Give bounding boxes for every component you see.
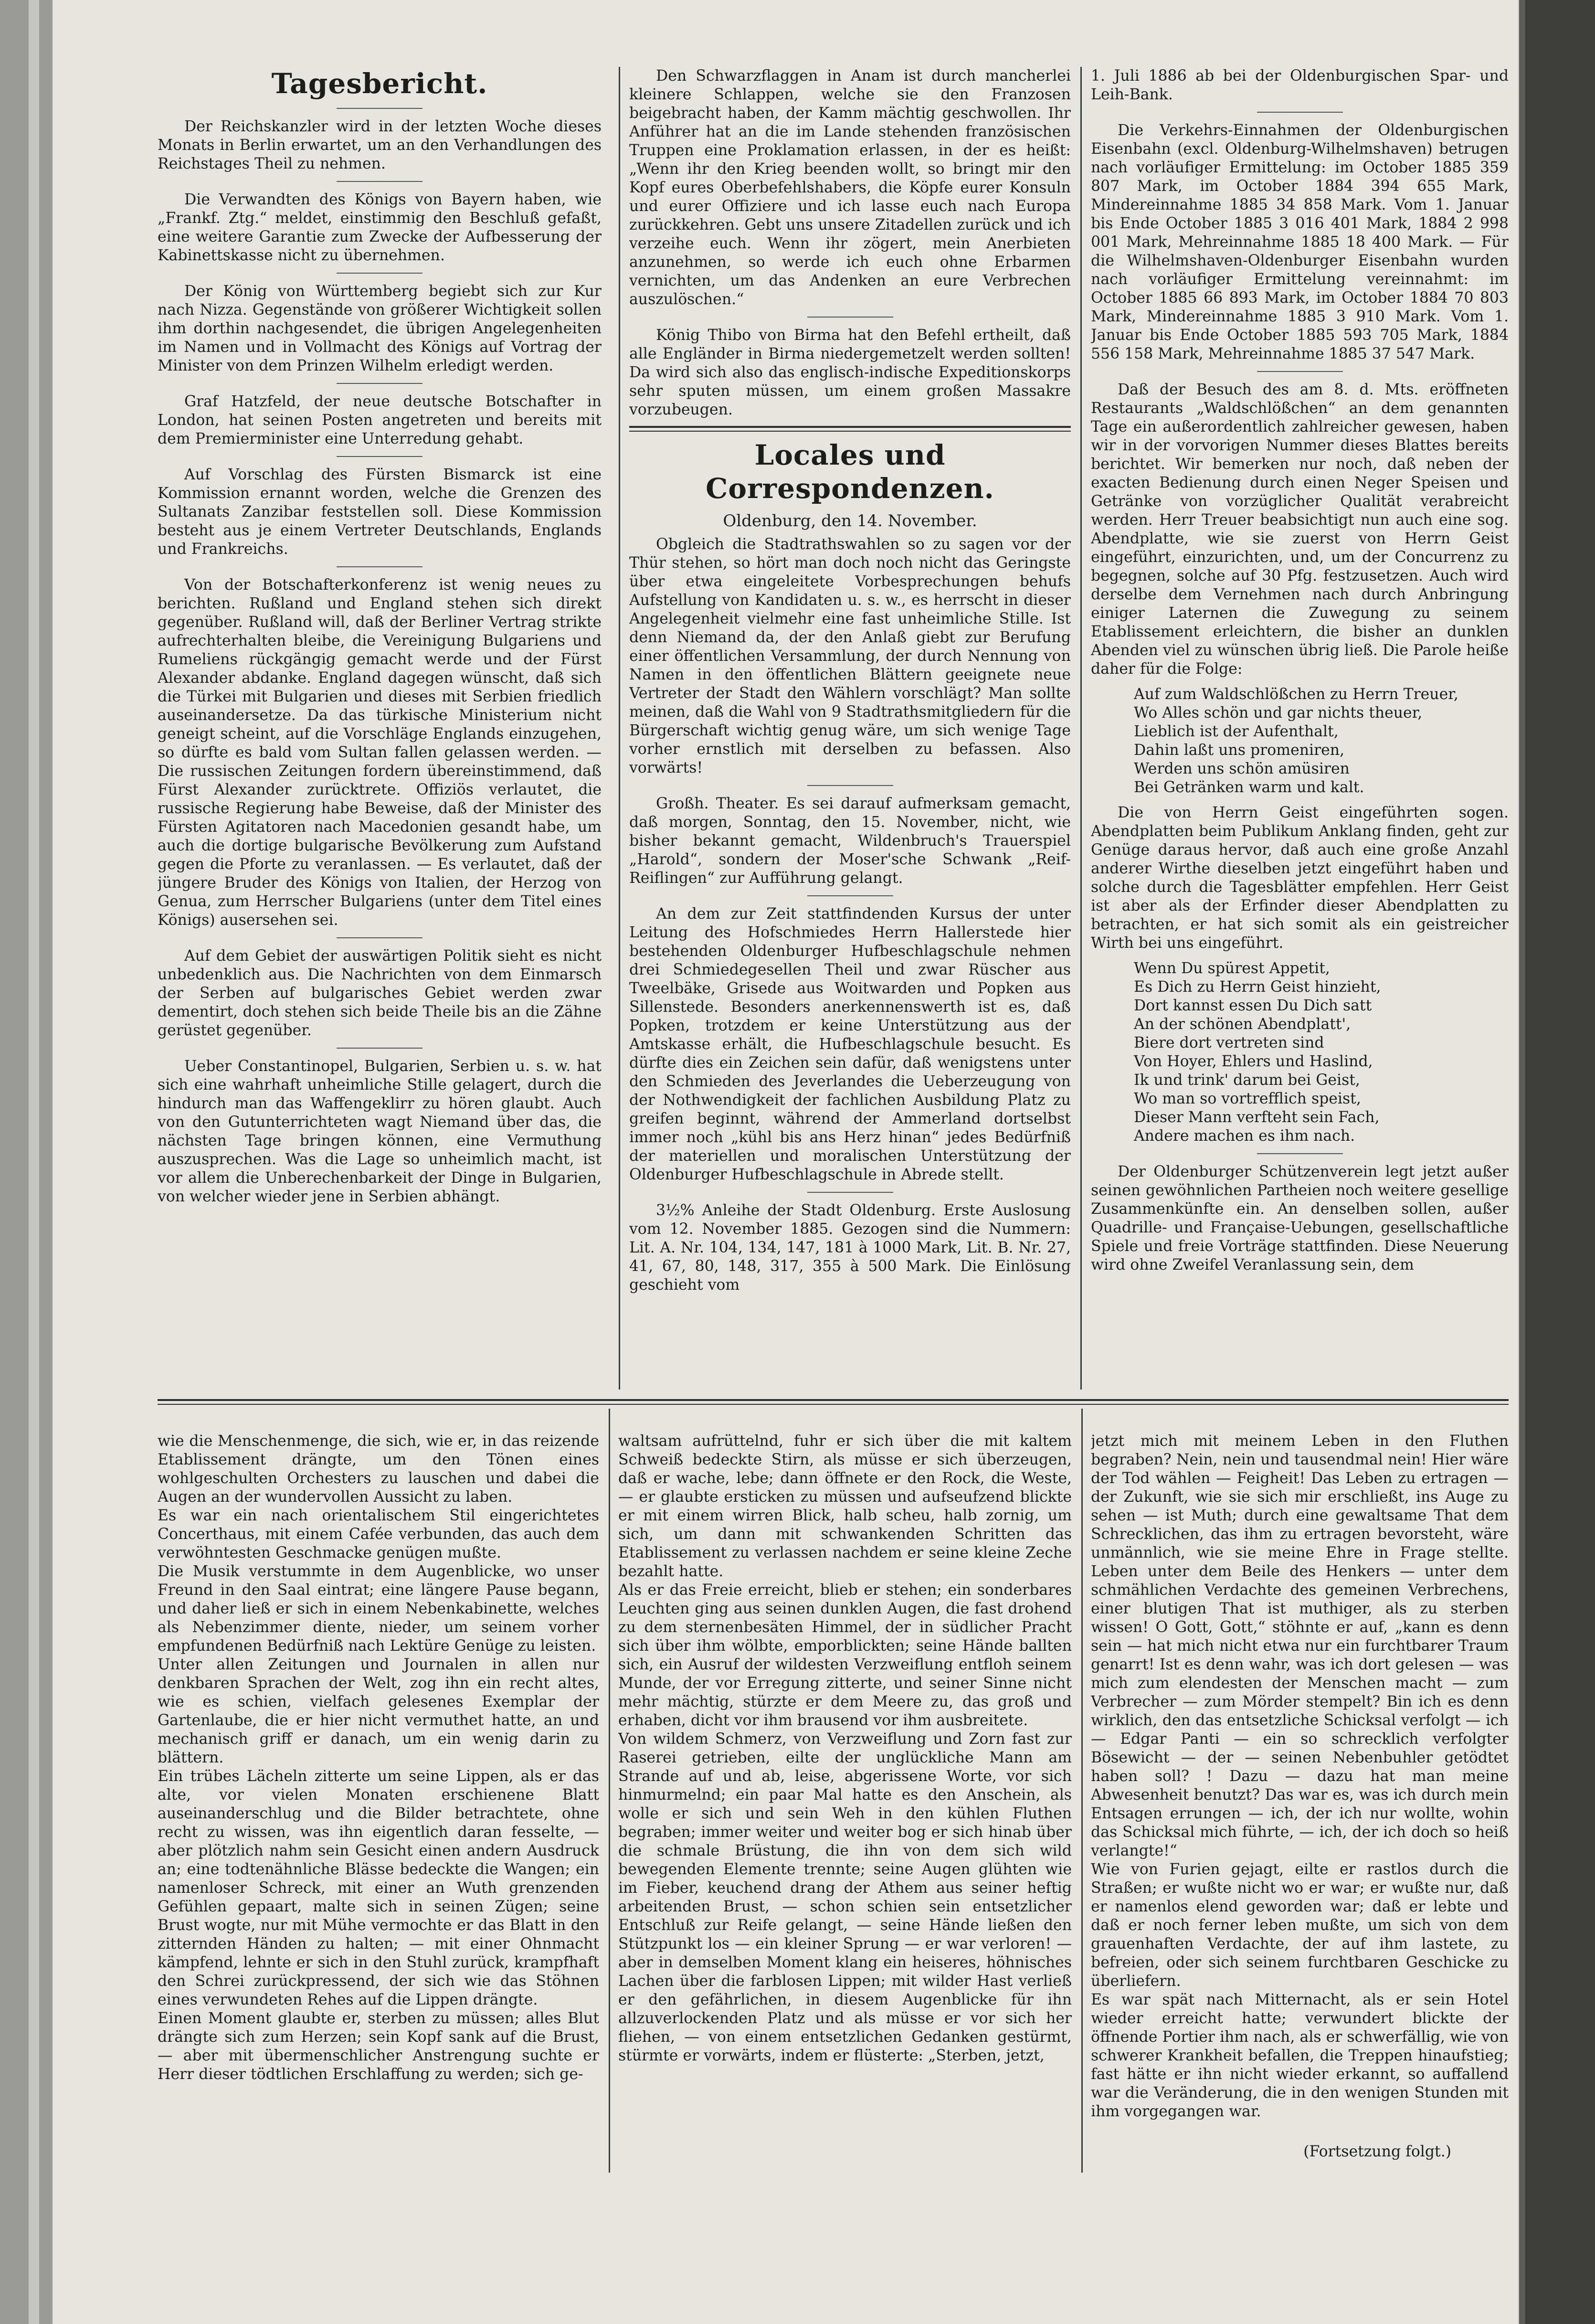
- article-schwarzflaggen: Den Schwarzflaggen in Anam ist durch mancherlei kleinere Schlappen, welche sie den Franzosen beigebracht haben, der Kamm mächtig geschwollen. Ihr Anführer hat an die im Lande stehenden französischen Truppen eine Proklamation erlassen, in der es heißt: „Wenn ihr den Krieg beenden wollt, so bringt mir den Kopf eures Oberbefehlshabers, die Köpfe eurer Konsuln und eurer Offiziere und ich lasse euch nach Europa zurückkehren. Gebt uns unsere Zitadellen zurück und ich verzeihe euch. Wenn ihr zögert, mein Anerbieten anzunehmen, so werde ich euch ohne Erbarmen vernichten, um das Andenken an eure Verbrechen auszulöschen.“: [629, 67, 1071, 308]
- article-separator: [337, 273, 423, 274]
- section-title-tagesbericht: Tagesbericht.: [271, 67, 488, 100]
- poem-line: Von Hoyer, Ehlers und Haslind,: [1134, 1053, 1373, 1070]
- column-divider-2: [1080, 67, 1082, 1390]
- article-separator: [1257, 1153, 1343, 1154]
- article-separator: [807, 895, 893, 896]
- article-koenig-thibo: König Thibo von Birma hat den Befehl ertheilt, daß alle Engländer in Birma niedergemetzelt werden sollten! Da wird sich also das englisch-indische Expeditionskorps sehr sputen müssen, um einem großen Massakre vorzubeugen.: [629, 327, 1071, 418]
- article-separator: [337, 181, 423, 182]
- scan-margin-left: [0, 0, 53, 2324]
- article-separator: [337, 1048, 423, 1049]
- poem-line: Bei Getränken warm und kalt.: [1134, 779, 1364, 796]
- feuilleton-rule: [158, 1399, 1509, 1401]
- column-right: [1091, 67, 1509, 1390]
- dateline: Oldenburg, den 14. November.: [723, 511, 977, 531]
- article-separator: [337, 383, 423, 384]
- article-anleihe: 3½% Anleihe der Stadt Oldenburg. Erste Auslosung vom 12. November 1885. Gezogen sind die Nummern: Lit. A. Nr. 104, 134, 147, 181 à 1000 Mark, Lit. B. Nr. 27, 41, 67, 80, 148, 317, 355 à 500 Mark. Die Einlösung geschieht vom: [629, 1202, 1071, 1294]
- poem-waldschloesschen: [1134, 685, 1509, 797]
- article-verkehrs-einnahmen: Die Verkehrs-Einnahmen der Oldenburgischen Eisenbahn (excl. Oldenburg-Wilhelmshaven) betrugen nach vorläufiger Ermittelung: im October 1885 359 807 Mark, im October 1884 394 655 Mark, Mindereinnahme 1885 34 858 Mark. Vom 1. Januar bis Ende October 1885 3 016 401 Mark, 1884 2 998 001 Mark, Mehreinnahme 1885 18 400 Mark. — Für die Wilhelmshaven-Oldenburger Eisenbahn wurden nach vorläufiger Ermittelung vereinnahmt: im October 1885 66 893 Mark, im October 1884 70 803 Mark, Mindereinnahme 1885 3 910 Mark. Vom 1. Januar bis Ende October 1885 593 705 Mark, 1884 556 158 Mark, Mehreinnahme 1885 37 547 Mark.: [1091, 122, 1509, 362]
- column-locales: [629, 67, 1071, 1390]
- article-separator: [807, 785, 893, 786]
- poem-line: Auf zum Waldschlößchen zu Herrn Treuer,: [1134, 686, 1458, 703]
- article-separator: [1257, 112, 1343, 113]
- article-koenig-wuerttemberg: Der König von Württemberg begiebt sich zur Kur nach Nizza. Gegenstände von größerer Wichtigkeit sollen ihm dorthin nachgesendet, die übrigen Angelegenheiten im Namen und in Vollmacht des Königs auf Vortrag der Minister von dem Prinzen Wilhelm erledigt werden.: [158, 283, 602, 374]
- column-tagesbericht: [158, 67, 602, 1390]
- article-abendplatten: Die von Herrn Geist eingeführten sogen. Abendplatten beim Publikum Anklang finden, geht zur Genüge daraus hervor, daß auch eine große Anzahl anderer Wirthe dieselben jetzt eingeführt haben und solche durch die Tagesblätter empfehlen. Herr Geist ist aber als der Erfinder dieser Abendplatten zu betrachten, er hat sich somit als ein geistreicher Wirth bei uns eingeführt.: [1091, 804, 1509, 952]
- poem-line: Wo man so vortrefflich speist,: [1134, 1090, 1361, 1107]
- feuilleton-divider-1: [609, 1409, 610, 2173]
- article-unheimliche-stille: Ueber Constantinopel, Bulgarien, Serbien u. s. w. hat sich eine wahrhaft unheimliche Stille gelagert, durch die hindurch man das Waffengeklirr zu hören glaubt. Auch von den Gutunterrichteten wagt Niemand über das, die nächsten Tage bringen können, eine Vermuthung auszusprechen. Was die Lage so unheimlich macht, ist vor allem die Unberechenbarkeit der Dinge in Bulgarien, von welcher wieder jene in Serbien abhängt.: [158, 1058, 602, 1205]
- poem-line: Es Dich zu Herrn Geist hinzieht,: [1134, 978, 1381, 996]
- column-divider-1: [619, 67, 620, 1390]
- feuilleton-divider-2: [1081, 1409, 1083, 2173]
- scan-binding-strip: [29, 0, 39, 2324]
- poem-abendplatte: [1134, 959, 1509, 1146]
- feuilleton-column-1: [158, 1413, 599, 2173]
- continuation-note: (Fortsetzung folgt.): [1303, 2143, 1451, 2160]
- article-grossh-theater: Großh. Theater. Es sei darauf aufmerksam gemacht, daß morgen, Sonntag, den 15. November, nicht, wie bisher bekannt gemacht, Wildenbruch's Trauerspiel „Harold“, sondern der Moser'sche Schwank „Reif-Reiflingen“ zur Aufführung gelangt.: [629, 795, 1071, 887]
- article-auswaertige-politik: Auf dem Gebiet der auswärtigen Politik sieht es nicht unbedenklich aus. Die Nachrichten von dem Einmarsch der Serben auf bulgarisches Gebiet werden zwar dementirt, doch stehen sich beide Theile bis an die Zähne gerüstet gegenüber.: [158, 947, 602, 1039]
- feuilleton-column-2: [618, 1413, 1072, 2173]
- article-separator: [337, 456, 423, 457]
- poem-line: Dort kannst essen Du Dich satt: [1134, 997, 1372, 1014]
- article-graf-hatzfeld: Graf Hatzfeld, der neue deutsche Botschafter in London, hat seinen Posten angetreten und bereits mit dem Premierminister eine Unterredung gehabt.: [158, 393, 602, 447]
- poem-line: Wenn Du spürest Appetit,: [1134, 960, 1330, 977]
- article-separator: [807, 1192, 893, 1193]
- article-hufbeschlagschule: An dem zur Zeit stattfindenden Kursus der unter Leitung des Hofschmiedes Herrn Hallerstede hier bestehenden Oldenburger Hufbeschlagschule nehmen drei Schmiedegesellen Theil und zwar Rüscher aus Tweelbäke, Grisede aus Woitwarden und Popken aus Sillenstede. Besonders anerkennenswerth ist es, daß Popken, trotzdem er keine Unterstützung aus der Amtskasse erhält, die Hufbeschlagschule besucht. Es dürfte dies ein Zeichen sein dafür, daß wenigstens unter den Schmieden des Jeverlandes die Ueberzeugung von der Nothwendigkeit der fachlichen Ausbildung Platz zu greifen beginnt, während der Ammerland dortselbst immer noch „kühl bis ans Herz hinan“ jedes Bedürfniß der materiellen und moralischen Unterstützung der Oldenburger Hufbeschlagschule in Abrede stellt.: [629, 905, 1071, 1183]
- feuilleton-column-3: [1091, 1413, 1509, 2173]
- poem-line: Ik und trink' darum bei Geist,: [1134, 1072, 1360, 1089]
- feuilleton-text: jetzt mich mit meinem Leben in den Fluthen begraben? Nein, nein und tausendmal nein! Hier wäre der Tod wählen — Feigheit! Das Leben zu ertragen — der Zukunft, wie sie sich mir erschließt, ins Auge zu sehen — ist Muth; durch eine gewaltsame That dem Schrecklichen, das ihm zu ertragen bevorsteht, wäre unmännlich, wie sie meine Ehre in Frage stellte. Leben unter dem Beile des Henkers — unter dem schmählichen Verdachte des gemeinen Verbrechens, einer blutigen That ist muthiger, als zu sterben wissen! O Gott, Gott,“ stöhnte er auf, „kann es denn sein — hat mich nicht etwa nur ein furchtbarer Traum genarrt! Ist es denn wahr, was ich dort gelesen — was mich zum elendesten der Menschen macht — zum Verbrecher — zum Mörder stempelt? Bin ich es denn wirklich, den das entsetzliche Schicksal verfolgt — ich — Edgar Panti — ein so schrecklich verfolgter Bösewicht — der — seinen Nebenbuhler getödtet haben soll? ! Dazu — dazu hat man meine Abwesenheit benutzt? Das war es, was ich durch mein Entsagen errungen — ich, der ich nur wollte, wohin das Schicksal mich führte, — ich, der ich doch so heiß verlangte!“ Wie von Furien gejagt, eilte er rastlos durch die Straßen; er wußte nicht wo er war; er wußte nur, daß er namenlos elend geworden war; daß er lebte und daß er noch ferner leben mußte, um sich von dem grauenhaften Verdachte, der auf ihm lastete, zu befreien, oder sich seinem furchtbaren Geschicke zu überliefern. Es war spät nach Mitternacht, als er sein Hotel wieder erreicht hatte; verwundert blickte der öffnende Portier ihm nach, als er schwerfällig, wie von schwerer Krankheit befallen, die Treppen hinaufstieg; fast hätte er ihn nicht wieder erkannt, so auffallend war die Veränderung, die in den wenigen Stunden mit ihm vorgegangen war.: [1091, 1433, 1509, 2120]
- article-anleihe-continued: 1. Juli 1886 ab bei der Oldenburgischen Spar- und Leih-Bank.: [1091, 67, 1509, 103]
- poem-line: Werden uns schön amüsiren: [1134, 760, 1350, 777]
- article-stadtrathswahlen: Obgleich die Stadtrathswahlen so zu sagen vor der Thür stehen, so hört man doch noch nicht das Geringste über etwa eingeleitete Vorbesprechungen behufs Aufstellung von Kandidaten u. s. w., es herrscht in dieser Angelegenheit vielmehr eine fast unheimliche Stille. Ist denn Niemand da, der den Anlaß giebt zur Berufung einer öffentlichen Versammlung, der durch Nennung von Namen in den öffentlichen Blättern geeignete neue Vertreter der Stadt den Wählern vorschlägt? Man sollte meinen, daß die Wahl von 9 Stadtrathsmitgliedern für die Bürgerschaft wichtig genug wäre, um sich wenige Tage vorher ernstlich mit derselben zu befassen. Also vorwärts!: [629, 536, 1071, 776]
- title-underline: [337, 108, 423, 109]
- poem-line: An der schönen Abendplatt',: [1134, 1016, 1351, 1033]
- article-waldschloesschen: Daß der Besuch des am 8. d. Mts. eröffneten Restaurants „Waldschlößchen“ an dem genannten Tage ein außerordentlich zahlreicher gewesen, haben wir in der vorvorigen Nummer dieses Blattes bereits berichtet. Wir bemerken nur noch, daß neben der exacten Bedienung durch einen Neger Speisen und Getränke von vorzüglicher Qualität verabreicht werden. Herr Treuer beabsichtigt nun auch eine sog. Abendplatte, wie sie zuerst von Herrn Geist eingeführt, einzurichten, und, um der Concurrenz zu begegnen, solche auf 30 Pfg. festzusetzen. Auch wird derselbe dem Vernehmen nach durch Anbringung einiger Laternen die Zuwegung zu seinem Etablissement erleichtern, die bisher an dunklen Abenden viel zu wünschen übrig ließ. Die Parole heiße daher für die Folge:: [1091, 381, 1509, 678]
- feuilleton-text: waltsam aufrüttelnd, fuhr er sich über die mit kaltem Schweiß bedeckte Stirn, als müsse er sich überzeugen, daß er wache, lebe; dann öffnete er den Rock, die Weste, — er glaubte ersticken zu müssen und aufseufzend blickte er mit einem wirren Blick, halb scheu, halb zornig, um sich, um dann mit schwankenden Schritten das Etablissement zu verlassen nachdem er seine kleine Zeche bezahlt hatte. Als er das Freie erreicht, blieb er stehen; ein sonderbares Leuchten ging aus seinen dunklen Augen, die fast drohend zu dem sternenbesäten Himmel, der in südlicher Pracht sich über ihm wölbte, emporblickten; seine Hände ballten sich, ein Ausruf der wildesten Verzweiflung entfloh seinem Munde, der vor Erregung zitterte, und seiner Sinne nicht mehr mächtig, stürzte er dem Meere zu, das groß und erhaben, dicht vor ihm brausend vor ihm ausbreitete. Von wildem Schmerz, von Verzweiflung und Zorn fast zur Raserei getrieben, eilte der unglückliche Mann am Strande auf und ab, leise, abgerissene Worte, vor sich hinmurmelnd; ein paar Mal hatte es den Anschein, als wolle er sich und sein Weh in den kühlen Fluthen begraben; immer weiter und weiter bog er sich hinab über die schmale Brüstung, die ihn von dem sich wild bewegenden Elemente trennte; seine Augen glühten wie im Fieber, keuchend drang der Athem aus seiner heftig arbeitenden Brust, — schon schien sein entsetzlicher Entschluß zur Reife gelangt, — seine Hände ließen den Stützpunkt los — ein kleiner Sprung — er war verloren! — aber in demselben Moment klang ein heiseres, höhnisches Lachen über die farblosen Lippen; mit wilder Hast verließ er den gefährlichen, in diesem Augenblicke für ihn allzuverlockenden Platz und als müsse er vor sich her fliehen, — von einem entsetzlichen Gedanken gestürmt, stürmte er vorwärts, indem er flüsterte: „Sterben, jetzt,: [618, 1433, 1072, 2064]
- article-separator: [807, 317, 893, 318]
- poem-line: Wo Alles schön und gar nichts theuer,: [1134, 704, 1423, 722]
- article-separator: [1257, 371, 1343, 372]
- article-schuetzenverein: Der Oldenburger Schützenverein legt jetzt außer seinen gewöhnlichen Partheien noch weitere gesellige Zusammenkünfte ein. An denselben sollen, außer Quadrille- und Française-Uebungen, gesellschaftliche Spiele und freie Vorträge stattfinden. Diese Neuerung wird ohne Zweifel Veranlassung sein, dem: [1091, 1163, 1509, 1273]
- feuilleton-text: wie die Menschenmenge, die sich, wie er, in das reizende Etablissement drängte, um den Tönen eines wohlgeschulten Orchesters zu lauschen und dabei die Augen an der wundervollen Aussicht zu laben. Es war ein nach orientalischem Stil eingerichtetes Concerthaus, mit einem Cafée verbunden, das auch dem verwöhntesten Geschmacke genügen mußte. Die Musik verstummte in dem Augenblicke, wo unser Freund in den Saal eintrat; eine längere Pause begann, und daher ließ er sich in einem Nebenkabinette, welches als Nebenzimmer diente, nieder, um seinem vorher empfundenen Bedürfniß nach Lektüre Genüge zu leisten. Unter allen Zeitungen und Journalen in allen nur denkbaren Sprachen der Welt, zog ihn ein recht altes, wie es schien, vielfach gelesenes Exemplar der Gartenlaube, die er hier nicht vermuthet hatte, an und mechanisch griff er danach, um ein wenig darin zu blättern. Ein trübes Lächeln zitterte um seine Lippen, als er das alte, vor vielen Monaten erschienene Blatt auseinanderschlug und die Bilder betrachtete, ohne recht zu wissen, was ihn eigentlich daran fesselte, — aber plötzlich nahm sein Gesicht einen andern Ausdruck an; eine todtenähnliche Blässe bedeckte die Wangen; ein namenloser Schreck, mit einer an Wuth grenzenden Gefühlen gepaart, malte sich in seinen Zügen; seine Brust wogte, nur mit Mühe vermochte er das Blatt in den zitternden Händen zu halten; — mit einer Ohnmacht kämpfend, lehnte er sich in den Stuhl zurück, krampfhaft den Schrei zurückpressend, der sich wie das Stöhnen eines verwundeten Rehes auf die Lippen drängte. Einen Moment glaubte er, sterben zu müssen; alles Blut drängte sich zum Herzen; sein Kopf sank auf die Brust, — aber mit übermenschlicher Anstrengung suchte er Herr dieser tödtlichen Erschlaffung zu werden; sich ge-: [158, 1433, 599, 2083]
- poem-line: Dieser Mann verfteht sein Fach,: [1134, 1109, 1380, 1126]
- article-botschafterkonferenz: Von der Botschafterkonferenz ist wenig neues zu berichten. Rußland und England stehen sich direkt gegenüber. Rußland will, daß der Berliner Vertrag strikte aufrechterhalten bleibe, die Vereinigung Bulgariens und Rumeliens rückgängig gemacht werde und der Fürst Alexander abdanke. England dagegen wünscht, daß sich die Türkei mit Bulgarien und dieses mit Serbien friedlich auseinandersetze. Da das türkische Ministerium nicht geneigt scheint, auf die Vorschläge Englands einzugehen, so dürfte es bald vom Sultan fallen gelassen werden. — Die russischen Zeitungen fordern übereinstimmend, daß Fürst Alexander zurücktrete. Offiziös verlautet, die russische Regierung habe Beweise, daß der Minister des Fürsten Agitatoren nach Macedonien gesandt habe, um auch die dortige bulgarische Bevölkerung zum Aufstand gegen die Pforte zu veranlassen. — Es verlautet, daß der jüngere Bruder des Königs von Italien, der Herzog von Genua, zum Herrscher Bulgariens (unter dem Titel eines Königs) ausersehen sei.: [158, 576, 602, 929]
- article-koenig-bayern: Die Verwandten des Königs von Bayern haben, wie „Frankf. Ztg.“ meldet, einstimmig den Beschluß gefaßt, eine weitere Garantie zum Zwecke der Aufbesserung der Kabinettskasse nicht zu übernehmen.: [158, 191, 602, 264]
- poem-line: Andere machen es ihm nach.: [1134, 1127, 1355, 1145]
- poem-line: Biere dort vertreten sind: [1134, 1034, 1324, 1051]
- poem-line: Dahin laßt uns promeniren,: [1134, 742, 1345, 759]
- feuilleton-rule-thin: [158, 1404, 1509, 1405]
- article-reichskanzler: Der Reichskanzler wird in der letzten Woche dieses Monats in Berlin erwartet, um an den Verhandlungen des Reichstages Theil zu nehmen.: [158, 118, 602, 172]
- poem-line: Lieblich ist der Aufenthalt,: [1134, 723, 1339, 740]
- article-zanzibar: Auf Vorschlag des Fürsten Bismarck ist eine Kommission ernannt worden, welche die Grenzen des Sultanats Zanzibar feststellen soll. Diese Kommission besteht aus je einem Vertreter Deutschlands, Englands und Frankreichs.: [158, 466, 602, 558]
- article-separator: [337, 566, 423, 567]
- section-title-locales: Locales und Correspondenzen.: [706, 439, 994, 505]
- article-separator: [337, 937, 423, 938]
- scan-margin-right-dark: [1525, 0, 1595, 2324]
- section-rule: [629, 426, 1071, 432]
